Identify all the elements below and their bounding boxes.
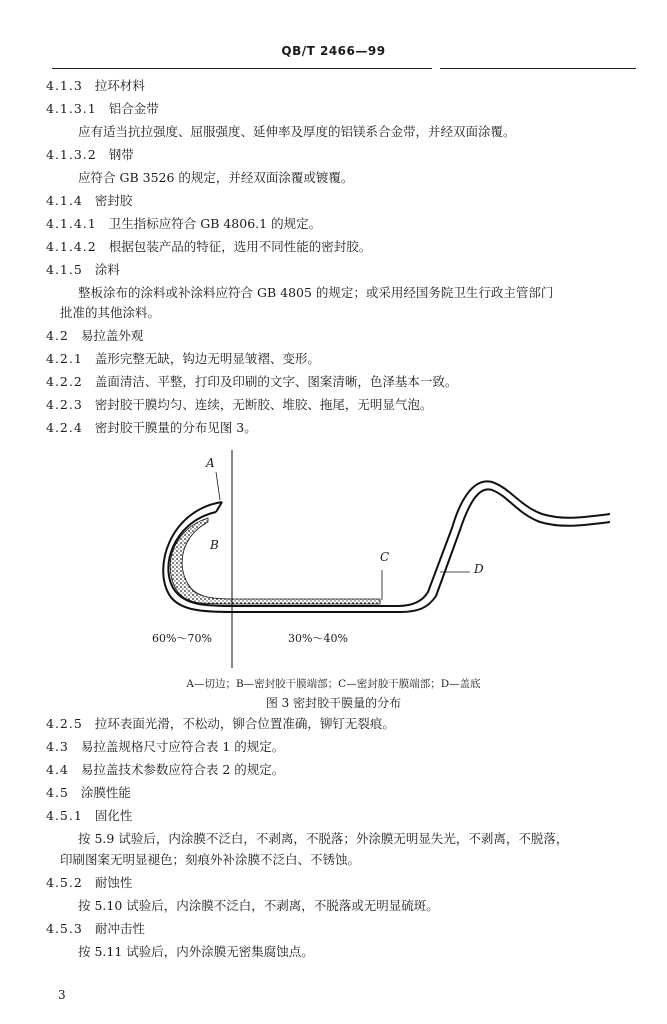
section-4-1-4-1: 4.1.4.1 卫生指标应符合 GB 4806.1 的规定。 [46,216,322,231]
section-4-2: 4.2 易拉盖外观 [46,328,144,343]
paragraph: 按 5.9 试验后，内涂膜不泛白，不剥离，不脱落；外涂膜无明显失光，不剥离，不脱落， [78,831,569,846]
label-c: C [380,550,390,564]
section-4-1-4: 4.1.4 密封胶 [46,193,133,208]
label-a: A [206,456,215,470]
percent-left: 60%～70% [152,632,212,645]
lid-inner-profile [168,481,610,606]
section-4-1-3-2: 4.1.3.2 钢带 [46,147,134,162]
section-4-1-3-1: 4.1.3.1 铝合金带 [46,101,159,116]
section-4-2-2: 4.2.2 盖面清洁、平整，打印及印刷的文字、图案清晰，色泽基本一致。 [46,374,458,389]
section-4-4: 4.4 易拉盖技术参数应符合表 2 的规定。 [46,762,285,777]
paragraph-continued: 印刷图案无明显褪色；刻痕外补涂膜不泛白、不锈蚀。 [60,852,361,867]
figure-legend: A—切边；B—密封胶干膜端部；C—密封胶干膜端部；D—盖底 [186,678,481,690]
section-4-1-3: 4.1.3 拉环材料 [46,78,145,93]
figure-drawing [140,450,640,670]
leader-a [216,472,220,500]
header-rule-left [52,68,432,69]
paragraph-continued: 批准的其他涂料。 [60,305,161,320]
paragraph: 应有适当抗拉强度、屈服强度、延伸率及厚度的铝镁系合金带，并经双面涂覆。 [78,124,516,139]
percent-right: 30%～40% [288,632,348,645]
section-4-1-5: 4.1.5 涂料 [46,262,120,277]
page-number: 3 [58,988,66,1002]
section-4-5-2: 4.5.2 耐蚀性 [46,875,133,890]
section-4-1-4-2: 4.1.4.2 根据包装产品的特征，选用不同性能的密封胶。 [46,239,372,254]
section-4-5-3: 4.5.3 耐冲击性 [46,921,145,936]
label-d: D [474,562,484,576]
section-4-2-4: 4.2.4 密封胶干膜量的分布见图 3。 [46,420,257,435]
paragraph: 应符合 GB 3526 的规定，并经双面涂覆或镀覆。 [78,170,354,185]
section-4-2-5: 4.2.5 拉环表面光滑，不松动，铆合位置准确，铆钉无裂痕。 [46,716,395,731]
doc-code: QB/T 2466—99 [281,44,386,58]
header-rule-right [440,68,636,69]
section-4-2-3: 4.2.3 密封胶干膜均匀、连续，无断胶、堆胶、拖尾，无明显气泡。 [46,397,433,412]
figure-3-sealant-distribution [140,450,640,670]
paragraph: 整板涂布的涂料或补涂料应符合 GB 4805 的规定；或采用经国务院卫生行政主管部门 [78,285,554,300]
figure-caption: 图 3 密封胶干膜量的分布 [265,696,402,710]
section-4-3: 4.3 易拉盖规格尺寸应符合表 1 的规定。 [46,739,285,754]
section-4-5-1: 4.5.1 固化性 [46,808,133,823]
section-4-2-1: 4.2.1 盖形完整无缺，钩边无明显皱褶、变形。 [46,351,320,366]
page-header [0,44,667,64]
sealant-film [170,518,380,604]
paragraph: 按 5.10 试验后，内涂膜不泛白，不剥离，不脱落或无明显硫斑。 [78,898,439,913]
section-4-5: 4.5 涂膜性能 [46,785,131,800]
label-b: B [210,538,219,552]
paragraph: 按 5.11 试验后，内外涂膜无密集腐蚀点。 [78,944,314,959]
